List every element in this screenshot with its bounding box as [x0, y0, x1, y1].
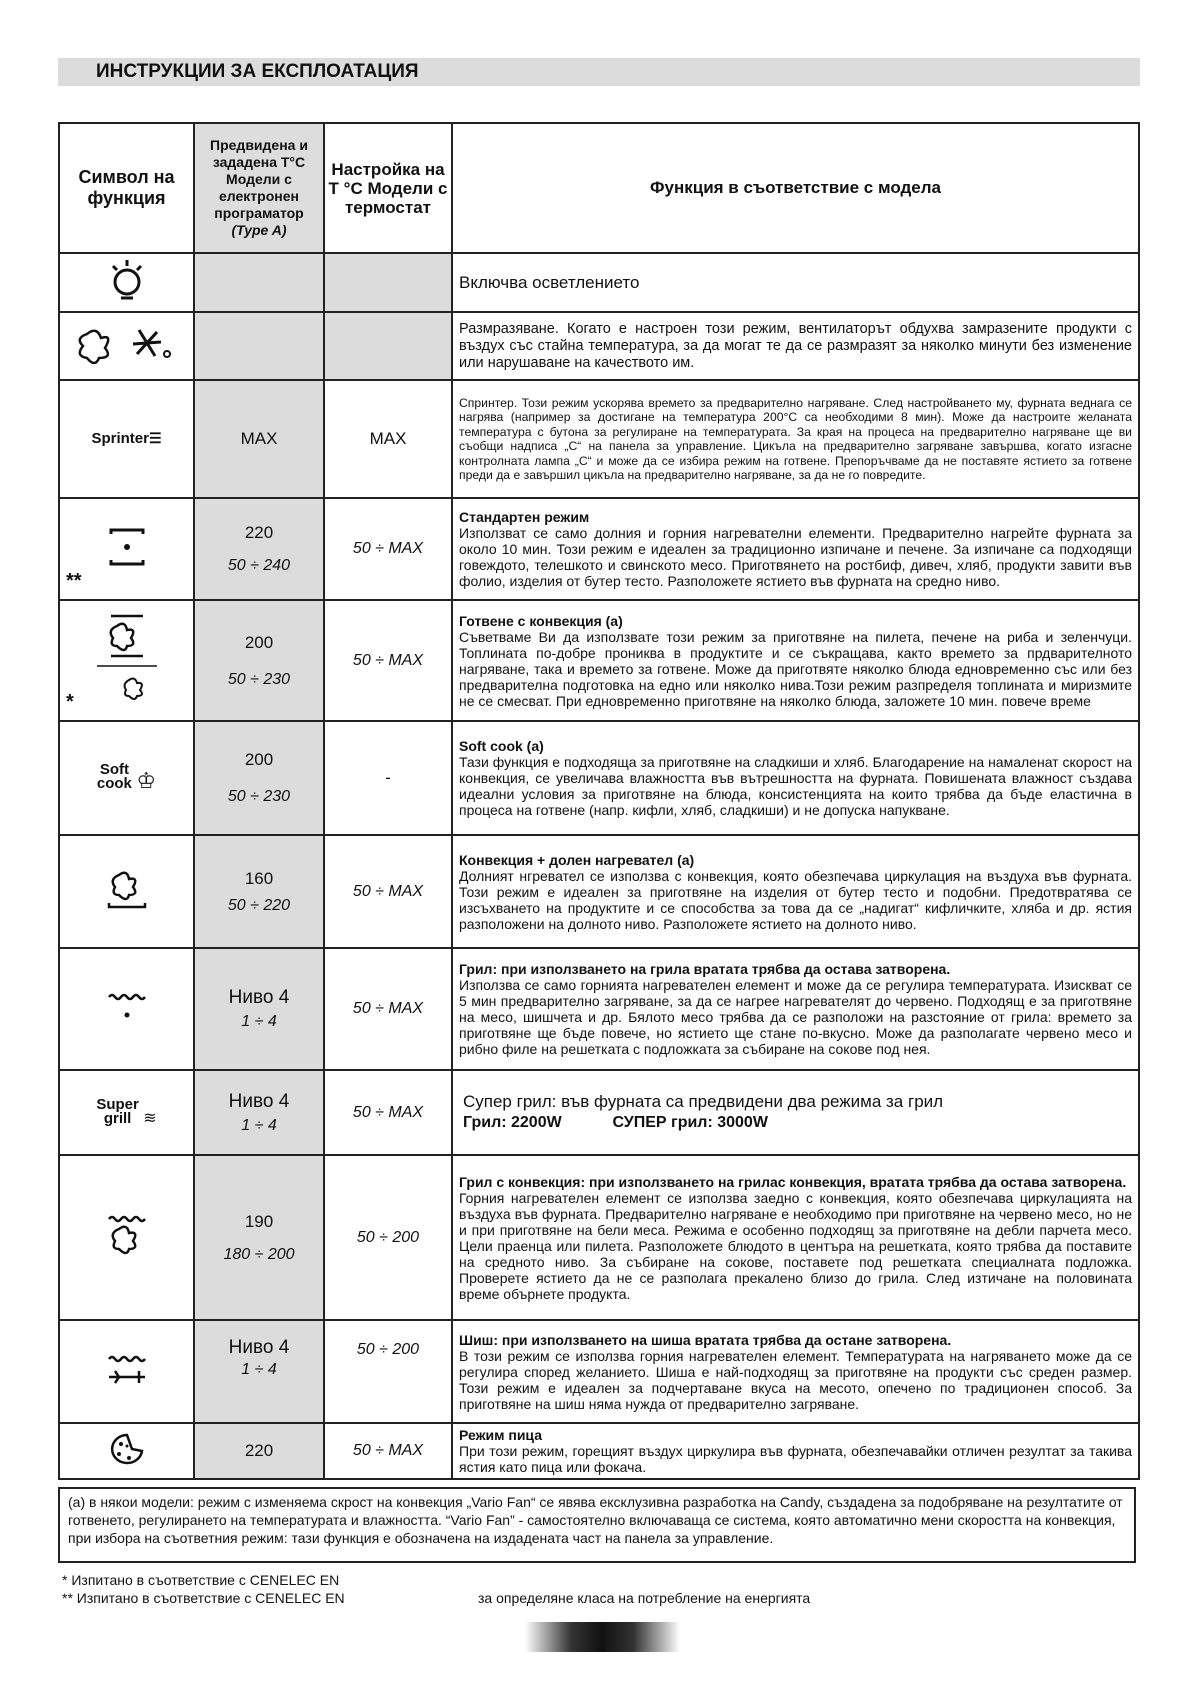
chef-hat-icon: ♔: [136, 767, 157, 793]
preset-value: 190: [244, 1211, 274, 1231]
function-text: Долният нгревател се използва с конвекция, която обезпечава циркулация на въздуха във фурната. Този режим е идеален за приготвяне на изделия от бутер тесто и подобни. Предотвратява се изсъхването на продуктите и се способства за това да се „надигат“ кифличките, хляба и др. ястия разположени на долното ниво. Разположете ястието на долното ниво.: [459, 867, 1132, 932]
function-text: В този режим се използва горния нагревателен елемент. Температурата на нагряването може да се регулира според желанието. Шиша е най-подходящ за приготвяне на продукти със среден размер. Този режим е идеален за подчертаване вкуса на месото, опечено по традиционен способ. За приготвяне на шиш няма нужда от предварително загряване.: [459, 1347, 1132, 1412]
function-description: [452, 498, 1139, 600]
preset-range: 1 ÷ 4: [241, 1361, 277, 1378]
preset-cell: [194, 721, 324, 835]
preset-range: 1 ÷ 4: [241, 1116, 277, 1134]
preset-value: 200: [244, 750, 274, 769]
preset-cell: [194, 1320, 324, 1423]
symbol-cell: [59, 1070, 194, 1155]
function-title: Конвекция + долен нагревател (a): [459, 851, 695, 868]
thermostat-cell: 50 ÷ 200: [324, 1155, 452, 1320]
table-header-row: [59, 123, 1139, 253]
table-row: [59, 600, 1139, 721]
table-row: [59, 1320, 1139, 1423]
super-grill-power: СУПЕР грил: 3000W: [612, 1114, 768, 1131]
table-row: [59, 1155, 1139, 1320]
page-number-bar: [525, 1622, 680, 1652]
convection-icon: [97, 608, 157, 708]
vario-fan-note: (a) в някои модели: режим с изменяема скрост на конвекция „Vario Fan“ се явява ексклузивна разработка на Candy, създадена за подобряване на резултатите от готвенето, регулирането на температурата и влажността. “Vario Fan” - самостоятелно включаваща се система, която автоматично мени скоростта на конвекция, при избора на съответния режим: тази функция е обозначена на издадената част на панела за управление.: [58, 1487, 1136, 1563]
preset-value: 200: [244, 632, 274, 652]
table-row: [59, 721, 1139, 835]
function-description: Размразяване. Когато е настроен този режим, вентилаторът обдухва замразените продукти с въздух със стайна температура, за да могат те да се размразят за няколко минути без изменение или нарушаване на качеството им.: [452, 312, 1139, 380]
col-function-header: Функция в съответствие с модела: [452, 123, 1139, 253]
fan-defrost-icon: [77, 324, 177, 364]
preset-range: 50 ÷ 240: [227, 557, 291, 574]
thermostat-cell: 50 ÷ MAX: [324, 1070, 452, 1155]
super-grill-icon-text-1: Super: [96, 1095, 139, 1113]
grill-wave-icon: ≋: [143, 1109, 157, 1127]
functions-table: [58, 122, 1140, 1480]
symbol-cell: [59, 312, 194, 380]
sprinter-icon: Sprinter☰: [91, 430, 162, 447]
function-description: [452, 948, 1139, 1070]
symbol-cell: [59, 253, 194, 312]
function-title: Грил с конвекция: при използването на грилас конвекция, вратата трябва да остава затворена.: [459, 1173, 1127, 1190]
function-description: [452, 600, 1139, 721]
thermostat-cell: 50 ÷ MAX: [324, 600, 452, 721]
thermostat-cell: 50 ÷ MAX: [324, 835, 452, 948]
function-description: Включва осветлението: [452, 253, 1139, 312]
thermostat-cell: [324, 253, 452, 312]
function-description: [452, 1155, 1139, 1320]
col-thermostat-header: Настройка на T °C Модели с термостат: [324, 123, 452, 253]
grill-convection-icon: [105, 1213, 149, 1257]
preset-cell: [194, 1070, 324, 1155]
function-title: Soft cook (a): [459, 738, 544, 754]
lamp-icon: [107, 258, 147, 302]
col-preset-header: [194, 123, 324, 253]
symbol-cell: [59, 1423, 194, 1479]
function-description: [452, 1070, 1139, 1155]
preset-cell: [194, 948, 324, 1070]
table-row: [59, 1423, 1139, 1479]
soft-cook-icon-text-1: Soft: [99, 760, 129, 778]
table-row: [59, 498, 1139, 600]
preset-cell: [194, 312, 324, 380]
symbol-cell: [59, 948, 194, 1070]
thermostat-cell: 50 ÷ MAX: [324, 1423, 452, 1479]
footnote-mark: **: [66, 570, 82, 592]
preset-cell: [194, 600, 324, 721]
col-preset-type: (Type A): [231, 222, 287, 238]
function-text: Тази функция е подходяща за приготвяне на сладкиши и хляб. Благодарение на намаленат скорост на конвекция, се увеличава влажността във вътрешността на фурната. Повишената влажност създава идеални условия за приготвяне на блюда, консистенцията на които трябва да бъде еластична в процеса на готвене (напр. кифли, хляб, сладкиши) и не допуска напукване.: [459, 754, 1132, 818]
preset-cell: [194, 498, 324, 600]
footnote-double-star: ** Изпитано в съответствие с CENELEC EN: [62, 1590, 345, 1606]
preset-cell: 220: [194, 1423, 324, 1479]
grill-power: Грил: 2200W: [463, 1114, 562, 1131]
preset-cell: MAX: [194, 380, 324, 498]
function-title: Шиш: при използването на шиша вратата трябва да остане затворена.: [459, 1331, 952, 1348]
symbol-cell: [59, 835, 194, 948]
function-text: Използват се само долния и горния нагревателни елементи. Предварително нагрейте фурната за около 10 мин. Този режим е идеален за традиционно изпичане и печене. За изпичане са подходящи говеждото, телешкото и свинското месо. Приготвянето на ростбиф, дивеч, хляб, продукти завити във фолио, изделия от бутер тесто. Разположете ястието във фурната на средно ниво.: [459, 525, 1132, 589]
symbol-cell: [59, 1320, 194, 1423]
thermostat-cell: -: [324, 721, 452, 835]
function-text: Използва се само горнията нагревателен елемент и може да се регулира температурата. Изискват се 5 мин предварително загряване, за да се нагрее нагревателят до червено. Подходящ е за приготвяне на месо, шишчета и др. Бялото месо трябва да се разположи на разстояние от грила: времето за приготвяне ще бъде повече, но ястието ще стане по-вкусно. Може да разполагате червено месо и рибно филе на решетката с подложката за събиране на сокове под нея.: [459, 977, 1132, 1057]
function-description: Спринтер. Този режим ускорява времето за предварително нагряване. След настройването му, фурната веднага се нагрява (например за достигане на температура 200°C са необходими 8 мин). Може да настроите желаната температура с бутона за регулиране на температурата. За края на процеса на предварително нагряване ще ви съобщи надписа „C“ на панела за управление. Цикъла на предварително загряване завършва, когато изгасне контролната лампа „C“ и може да се избира режим на готвене. Препоръчваме да не поставяте ястието за готвене преди да е завършил цикъла на предварително нагряване, за да не го повредите.: [452, 380, 1139, 498]
table-row: [59, 1070, 1139, 1155]
table-row: [59, 253, 1139, 312]
preset-range: 180 ÷ 200: [223, 1245, 295, 1263]
function-description: [452, 1320, 1139, 1423]
function-text: Съветваме Ви да използвате този режим за приготвяне на пилета, печене на риба и зеленчуци. Топлината по-добре прониква в продуктите и се съкращава, както времето за прдварителното нагряване, така и времето за готвене. Може да приготвяте няколко блюда едновременно със или без предварителна подготовка на едно или няколко нива.Този режим разпределя топлината и миризмите не се смесват. При едновременно приготвяне на няколко блюда, заложете 10 мин. повече време: [459, 628, 1132, 709]
preset-range: 50 ÷ 230: [227, 670, 291, 688]
col-preset-label: Предвидена и зададена T°C Модели с електронен програматор: [210, 137, 308, 221]
col-symbol-header: Символ на функция: [59, 123, 194, 253]
function-description: [452, 835, 1139, 948]
top-bottom-heat-icon: [107, 522, 147, 572]
preset-cell: [194, 253, 324, 312]
table-row: [59, 835, 1139, 948]
function-title: Грил: при използването на грила вратата трябва да остава затворена.: [459, 961, 951, 977]
super-grill-icon-text-2: grill: [103, 1109, 132, 1127]
function-text: При този режим, горещият въздух циркулира във фурната, обезпечавайки отличен резултат за такива ястия като пица или фокача.: [459, 1443, 1132, 1475]
thermostat-cell: MAX: [324, 380, 452, 498]
footnote-mark: *: [66, 691, 74, 713]
table-row: [59, 312, 1139, 380]
super-grill-icon: [96, 1095, 139, 1127]
footnote-energy-class: за определяне класа на потребление на енергията: [478, 1590, 811, 1606]
preset-value: Ниво 4: [228, 987, 290, 1008]
thermostat-cell: 50 ÷ MAX: [324, 948, 452, 1070]
grill-icon: [105, 989, 149, 1025]
table-row: [59, 380, 1139, 498]
preset-value: 220: [244, 523, 274, 542]
pizza-icon: [109, 1432, 145, 1466]
rotisserie-icon: [105, 1351, 149, 1387]
page-title: ИНСТРУКЦИИ ЗА ЕКСПЛОАТАЦИЯ: [96, 61, 419, 82]
preset-cell: [194, 835, 324, 948]
function-text: Горния нагревателен елемент се използва заедно с конвекция, която обезпечава циркулацията на въздуха във фурната. Предварително нагряване е необходимо при приготвяне на червено месо, но не и при приготвяне на бели меса. Режима е особенно подходящ за приготвяне на дебли парчета месо. Цели праенца или пилета. Разположете блюдото в центъра на решетката, която трябва да поставите на средното ниво. За събиране на сокове, поставете под решетката специалната подложка. Проверете ястието да не се разполага прекалено близо до грила. След изтичане на половината време обърнете продукта.: [459, 1189, 1132, 1302]
symbol-cell: [59, 498, 194, 600]
symbol-cell: [59, 600, 194, 721]
thermostat-cell: [324, 312, 452, 380]
soft-cook-icon: [96, 760, 132, 792]
function-description: [452, 1423, 1139, 1479]
preset-value: Ниво 4: [228, 1090, 290, 1112]
function-text: Супер грил: във фурната са предвидени два режима за грил: [463, 1092, 944, 1111]
preset-value: 160: [244, 868, 274, 888]
thermostat-cell: 50 ÷ 200: [324, 1320, 452, 1423]
thermostat-cell: 50 ÷ MAX: [324, 498, 452, 600]
preset-range: 50 ÷ 220: [227, 896, 291, 914]
table-row: [59, 948, 1139, 1070]
sprinter-icon-label: Sprinter: [91, 430, 149, 447]
soft-cook-icon-text-2: cook: [96, 774, 132, 792]
function-title: Готвене с конвекция (a): [459, 612, 623, 629]
preset-range: 50 ÷ 230: [227, 788, 291, 805]
convection-bottom-icon: [105, 867, 149, 911]
preset-cell: [194, 1155, 324, 1320]
preset-value: Ниво 4: [228, 1337, 290, 1358]
footnote-single-star: * Изпитано в съответствие с CENELEC EN: [62, 1572, 340, 1588]
header-bar: [58, 58, 1140, 86]
symbol-cell: [59, 1155, 194, 1320]
function-description: [452, 721, 1139, 835]
function-title: Режим пица: [459, 1427, 542, 1443]
preset-range: 1 ÷ 4: [241, 1013, 277, 1030]
symbol-cell: [59, 380, 194, 498]
symbol-cell: [59, 721, 194, 835]
function-title: Стандартен режим: [459, 509, 590, 525]
